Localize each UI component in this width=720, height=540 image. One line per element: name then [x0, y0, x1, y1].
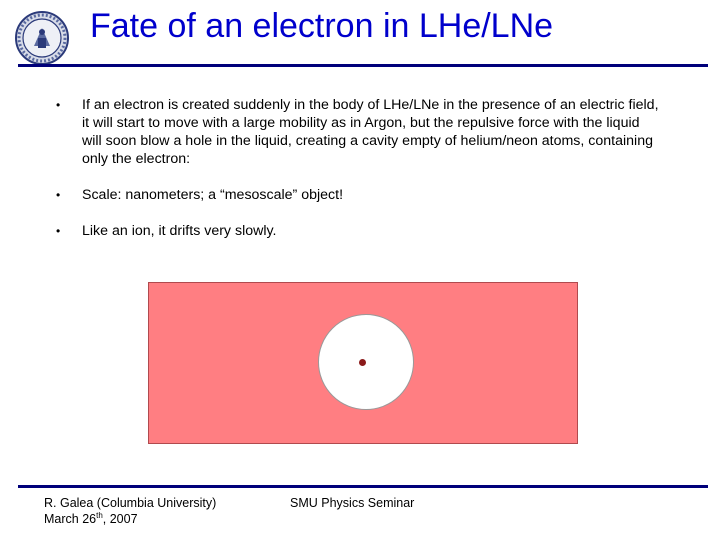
bullet-item — [52, 186, 662, 204]
bullet-list — [52, 96, 662, 258]
footer-author: R. Galea (Columbia University) — [44, 496, 217, 510]
bullet-text: If an electron is created suddenly in the body of LHe/LNe in the presence of an electric field, it will start to move with a large mobility as in Argon, but the repulsive force with the liquid will soon blow a hole in the liquid, creating a cavity empty of helium/neon atoms, containing only the electron: — [82, 97, 659, 167]
footer-author-date — [44, 495, 216, 527]
slide-title: Fate of an electron in LHe/LNe — [90, 7, 554, 45]
bullet-item — [52, 96, 662, 168]
bullet-marker: • — [56, 98, 61, 112]
footer-event: SMU Physics Seminar — [290, 496, 415, 510]
bullet-text: Scale: nanometers; a “mesoscale” object! — [82, 187, 344, 203]
title-divider — [18, 64, 708, 67]
bullet-item — [52, 222, 662, 240]
footer-divider — [18, 485, 708, 488]
university-seal-logo — [14, 10, 70, 66]
electron-bubble-cavity — [318, 314, 414, 410]
footer-date: March 26th, 2007 — [44, 510, 138, 526]
bullet-marker: • — [56, 188, 61, 202]
electron-dot — [359, 359, 366, 366]
bullet-text: Like an ion, it drifts very slowly. — [82, 223, 277, 239]
bullet-marker: • — [56, 224, 61, 238]
